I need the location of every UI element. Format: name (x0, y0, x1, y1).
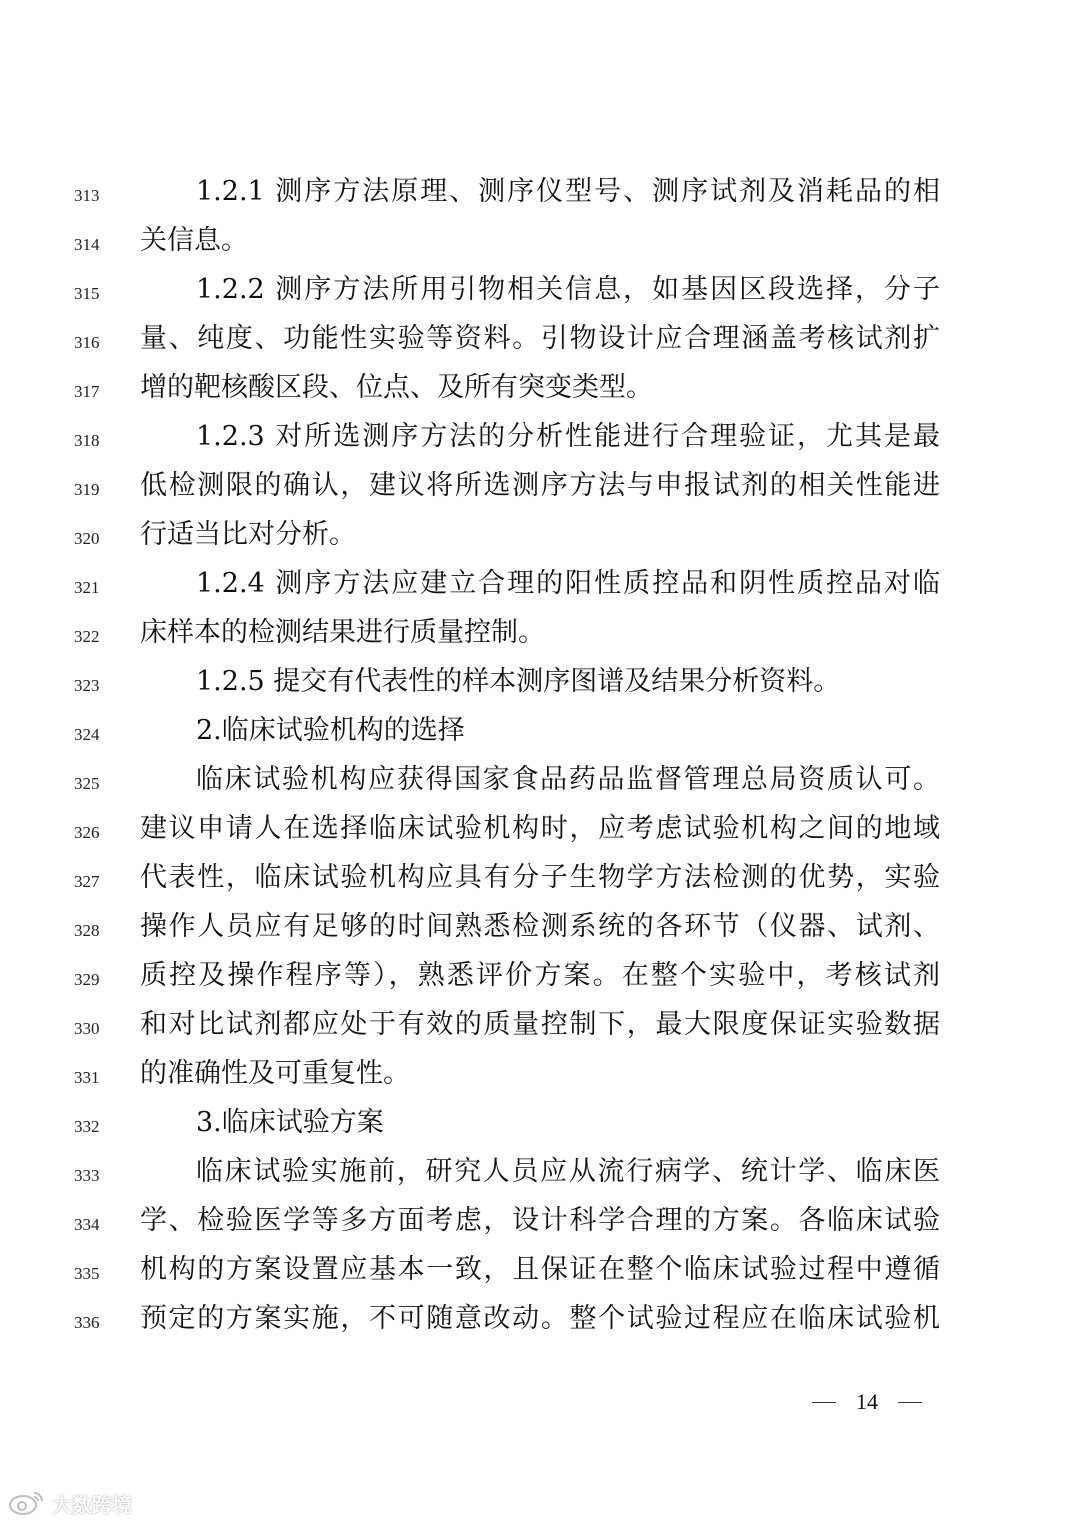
text-line (0, 511, 1080, 560)
line-number: 336 (74, 1313, 100, 1332)
line-text: 预定的方案实施，不可随意改动。整个试验过程应在临床试验机 (140, 1303, 940, 1334)
line-text: 1.2.2 测序方法所用引物相关信息，如基因区段选择，分子 (196, 274, 940, 305)
line-number: 314 (74, 235, 100, 254)
line-number: 325 (74, 774, 100, 793)
line-text: 代表性，临床试验机构应具有分子生物学方法检测的优势，实验 (140, 862, 940, 893)
line-text: 建议申请人在选择临床试验机构时，应考虑试验机构之间的地域 (140, 813, 940, 844)
line-number: 320 (74, 529, 100, 548)
line-text: 床样本的检测结果进行质量控制。 (140, 617, 545, 648)
line-number: 324 (74, 725, 100, 744)
page-footer (812, 1384, 922, 1420)
line-text: 临床试验实施前，研究人员应从流行病学、统计学、临床医 (196, 1156, 940, 1187)
line-number: 335 (74, 1264, 100, 1283)
text-line (0, 1099, 1080, 1148)
text-line (0, 707, 1080, 756)
line-text: 2.临床试验机构的选择 (196, 715, 465, 746)
text-line (0, 1295, 1080, 1344)
text-line (0, 217, 1080, 266)
text-line (0, 1246, 1080, 1295)
line-text: 量、纯度、功能性实验等资料。引物设计应合理涵盖考核试剂扩 (140, 323, 940, 354)
line-text: 的准确性及可重复性。 (140, 1058, 410, 1089)
line-number: 323 (74, 676, 100, 695)
footer-dash-left (812, 1402, 836, 1403)
line-number: 315 (74, 284, 100, 303)
text-line (0, 168, 1080, 217)
text-line (0, 609, 1080, 658)
text-line (0, 1001, 1080, 1050)
line-text: 增的靶核酸区段、位点、及所有突变类型。 (140, 372, 653, 403)
line-number: 319 (74, 480, 100, 499)
line-text: 1.2.1 测序方法原理、测序仪型号、测序试剂及消耗品的相 (196, 176, 940, 207)
text-line (0, 315, 1080, 364)
text-line (0, 903, 1080, 952)
line-number: 313 (74, 186, 100, 205)
line-text: 3.临床试验方案 (196, 1107, 384, 1138)
line-number: 318 (74, 431, 100, 450)
line-text: 质控及操作程序等），熟悉评价方案。在整个实验中，考核试剂 (140, 960, 940, 991)
line-number: 327 (74, 872, 100, 891)
line-text: 机构的方案设置应基本一致，且保证在整个临床试验过程中遵循 (140, 1254, 940, 1285)
text-line (0, 462, 1080, 511)
line-number: 333 (74, 1166, 100, 1185)
line-text: 操作人员应有足够的时间熟悉检测系统的各环节（仪器、试剂、 (140, 911, 940, 942)
line-number: 326 (74, 823, 100, 842)
line-text: 1.2.5 提交有代表性的样本测序图谱及结果分析资料。 (196, 666, 841, 697)
line-number: 329 (74, 970, 100, 989)
line-number: 317 (74, 382, 100, 401)
text-line (0, 805, 1080, 854)
line-number: 316 (74, 333, 100, 352)
text-line (0, 266, 1080, 315)
text-line (0, 1148, 1080, 1197)
text-body (0, 168, 1080, 1344)
text-line (0, 952, 1080, 1001)
line-text: 和对比试剂都应处于有效的质量控制下，最大限度保证实验数据 (140, 1009, 940, 1040)
line-number: 331 (74, 1068, 100, 1087)
watermark (8, 1488, 132, 1518)
footer-dash-right (898, 1402, 922, 1403)
line-number: 328 (74, 921, 100, 940)
text-line (0, 1050, 1080, 1099)
text-line (0, 560, 1080, 609)
line-text: 学、检验医学等多方面考虑，设计科学合理的方案。各临床试验 (140, 1205, 940, 1236)
line-number: 332 (74, 1117, 100, 1136)
text-line (0, 756, 1080, 805)
line-number: 330 (74, 1019, 100, 1038)
line-number: 322 (74, 627, 100, 646)
line-text: 行适当比对分析。 (140, 519, 356, 550)
text-line (0, 1197, 1080, 1246)
text-line (0, 364, 1080, 413)
line-text: 关信息。 (140, 225, 248, 256)
weibo-logo-icon (8, 1489, 46, 1517)
line-number: 321 (74, 578, 100, 597)
text-line (0, 658, 1080, 707)
text-line (0, 854, 1080, 903)
text-line (0, 413, 1080, 462)
line-text: 低检测限的确认，建议将所选测序方法与申报试剂的相关性能进 (140, 470, 940, 501)
line-text: 1.2.3 对所选测序方法的分析性能进行合理验证，尤其是最 (196, 421, 940, 452)
line-text: 1.2.4 测序方法应建立合理的阳性质控品和阴性质控品对临 (196, 568, 940, 599)
page-number: 14 (856, 1389, 878, 1414)
line-text: 临床试验机构应获得国家食品药品监督管理总局资质认可。 (196, 764, 940, 795)
watermark-text: 大数跨境 (52, 1492, 132, 1517)
line-number: 334 (74, 1215, 100, 1234)
